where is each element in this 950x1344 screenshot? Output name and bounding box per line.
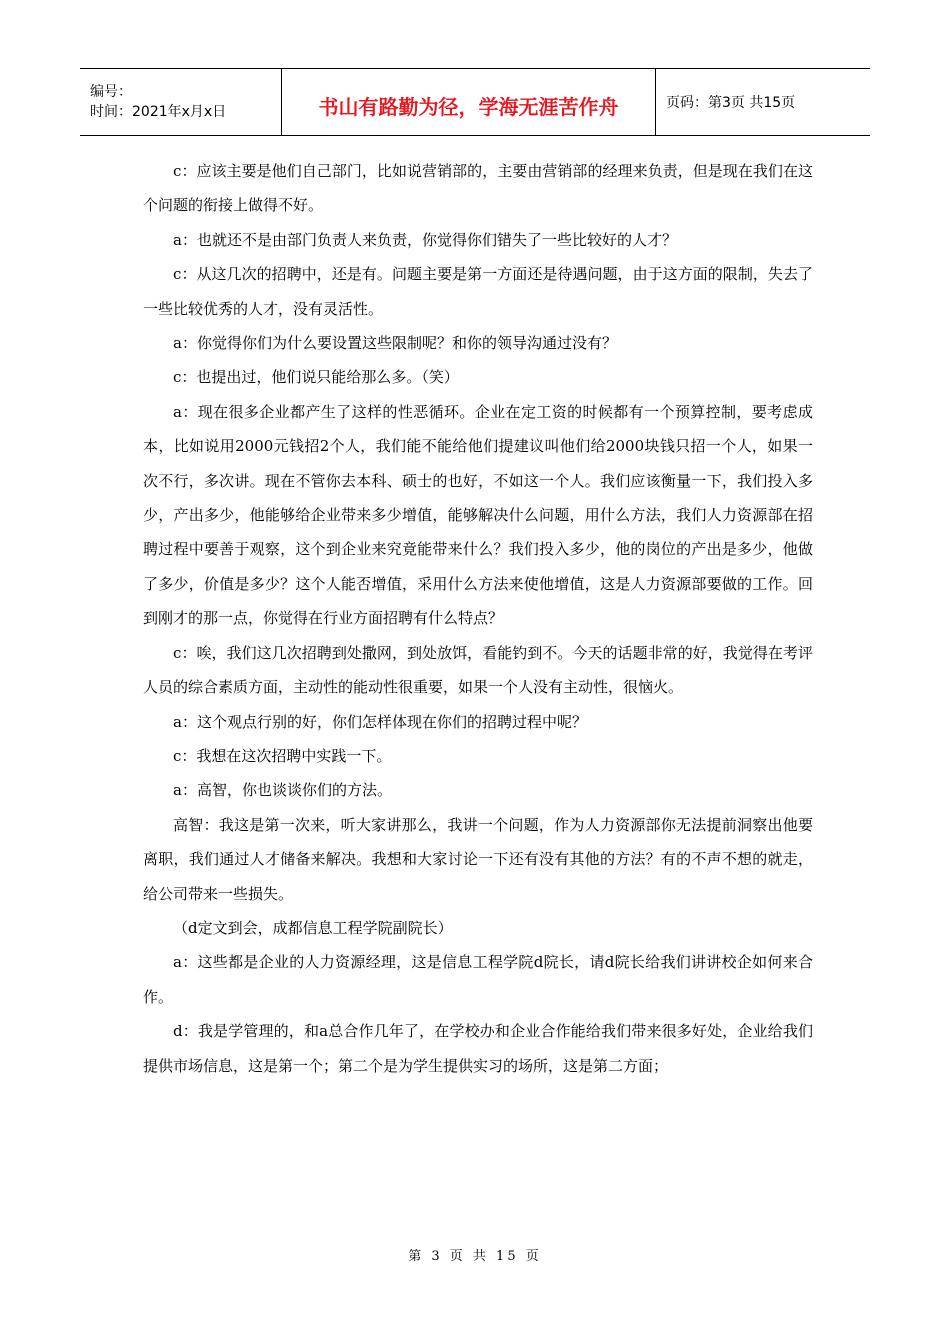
paragraph: c：也提出过，他们说只能给那么多。（笑） xyxy=(173,368,459,387)
header-motto: 书山有路勤为径，学海无涯苦作舟 xyxy=(282,69,656,135)
paragraph: c：我想在这次招聘中实践一下。 xyxy=(173,746,392,765)
paragraph: （d定文到会，成都信息工程学院副院长） xyxy=(173,918,453,937)
paragraph: a：也就还不是由部门负责人来负责，你觉得你们错失了一些比较好的人才？ xyxy=(173,230,677,249)
paragraph: c：唉，我们这几次招聘到处撒网，到处放饵，看能钓到不。今天的话题非常的好，我觉得在考评人员的综合素质方面，主动性的能动性很重要，如果一个人没有主动性，很恼火。 xyxy=(143,643,813,697)
paragraph: c：应该主要是他们自己部门，比如说营销部的，主要由营销部的经理来负责，但是现在我们在这个问题的衔接上做得不好。 xyxy=(143,162,813,215)
paragraph: a：你觉得你们为什么要设置这些限制呢？和你的领导沟通过没有？ xyxy=(173,334,617,353)
paragraph: a：这些都是企业的人力资源经理，这是信息工程学院d院长，请d院长给我们讲讲校企如何来合作。 xyxy=(143,953,813,1006)
paragraph: a：现在很多企业都产生了这样的性恶循环。企业在定工资的时候都有一个预算控制，要考虑成本，比如说用2000元钱招2个人，我们能不能给他们提建议叫他们给2000块钱只招一个人，如果一次不行，多次讲。现在不管你去本科、硕士的也好，不如这一个人。我们应该衡量一下，我们投入多少，产出多少，他能够给企业带来多少增值，能够解决什么问题，用什么方法，我们人力资源部在招聘过程中要善于观察，这个到企业来究竟能带来什么？我们投入多少，他的岗位的产出是多少，他做了多少，价值是多少？这个人能否增值，采用什么方法来使他增值，这是人力资源部要做的工作。回到刚才的那一点，你觉得在行业方面招聘有什么特点？ xyxy=(143,402,813,628)
number-label: 编号： xyxy=(90,84,132,100)
paragraph: a：这个观点行别的好，你们怎样体现在你们的招聘过程中呢？ xyxy=(173,712,587,731)
date-label: 时间：2021年x月x日 xyxy=(90,104,227,120)
paragraph: 高智：我这是第一次来，听大家讲那么，我讲一个问题，作为人力资源部你无法提前洞察出他要离职，我们通过人才储备来解决。我想和大家讨论一下还有没有其他的方法？有的不声不想的就走，给公司带来一些损失。 xyxy=(143,815,813,903)
header-page-info: 页码：第3页 共15页 xyxy=(666,95,796,111)
document-body xyxy=(143,154,813,1083)
page-header xyxy=(80,68,870,136)
paragraph: d：我是学管理的，和a总合作几年了，在学校办和企业合作能给我们带来很多好处，企业给我们提供市场信息，这是第一个；第二个是为学生提供实习的场所，这是第二方面； xyxy=(143,1022,813,1075)
page-footer: 第 3 页 共 15 页 xyxy=(408,1249,542,1264)
paragraph: c：从这几次的招聘中，还是有。问题主要是第一方面还是待遇问题，由于这方面的限制，失去了一些比较优秀的人才，没有灵活性。 xyxy=(143,265,813,318)
header-meta xyxy=(80,69,282,135)
paragraph: a：高智，你也谈谈你们的方法。 xyxy=(173,781,392,800)
